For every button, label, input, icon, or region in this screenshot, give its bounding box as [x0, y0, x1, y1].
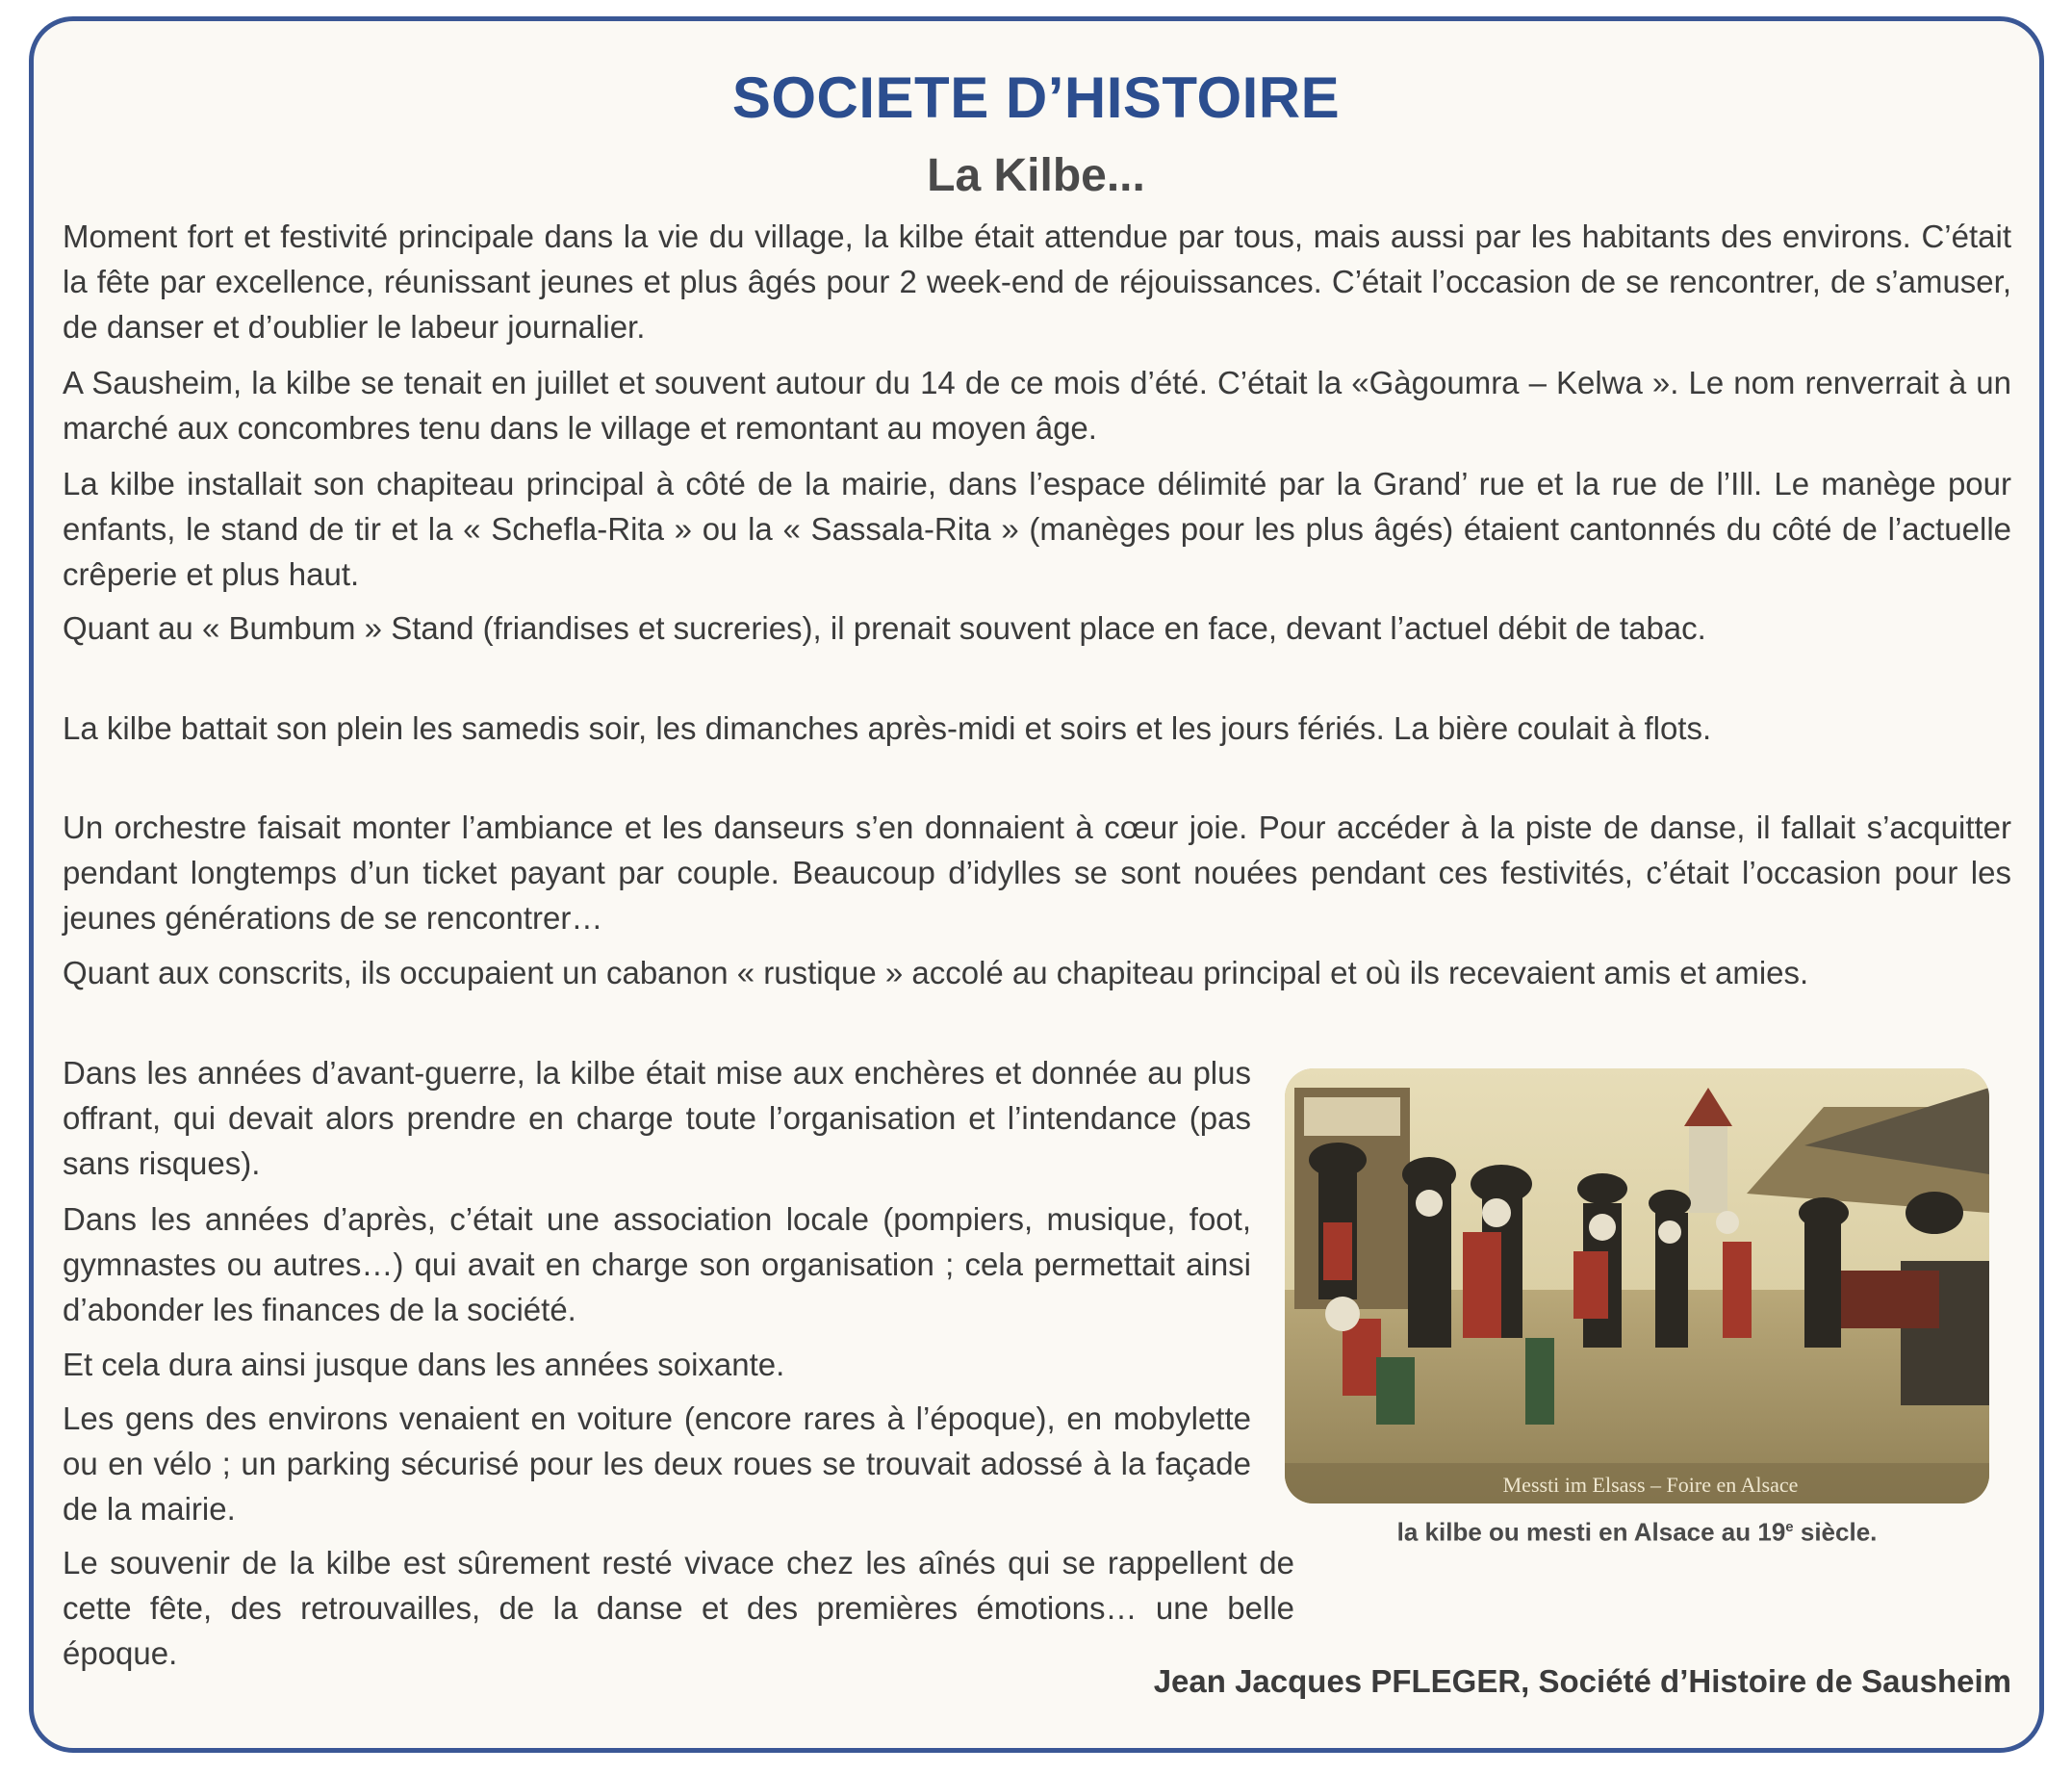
postcard-inscription: Messti im Elsass – Foire en Alsace	[1502, 1473, 1799, 1497]
paragraph-avant-guerre: Dans les années d’avant-guerre, la kilbe était mise aux enchères et donnée au plus offrant, qui devait alors prendre en charge toute l’organisation et l’intendance (pas sans risques).	[63, 1055, 1251, 1181]
paragraph-environs: Les gens des environs venaient en voiture (encore rares à l’époque), en mobylette ou en vélo ; un parking sécurisé pour les deux roues se trouvait adossé à la façade de la mairie.	[63, 1400, 1251, 1527]
paragraph-orchestre: Un orchestre faisait monter l’ambiance et les danseurs s’en donnaient à cœur joie. Pour accéder à la piste de danse, il fallait s’acquitter pendant longtemps d’un ticket payant par couple. Beaucoup d’idylles se sont nouées pendant ces festivités, c’était l’occasion pour les jeunes générations de se rencontrer…	[63, 809, 2011, 936]
paragraph-souvenir: Le souvenir de la kilbe est sûrement resté vivace chez les aînés qui se rappellent de cette fête, des retrouvailles, de la danse et des premières émotions… une belle époque.	[63, 1545, 1294, 1671]
caption-text: la kilbe ou mesti en Alsace au 19	[1396, 1517, 1786, 1547]
paragraph-biere: La kilbe battait son plein les samedis soir, les dimanches après-midi et soirs et les jours fériés. La bière coulait à flots.	[63, 710, 1712, 746]
caption-superscript: e	[1785, 1519, 1794, 1535]
page-title: SOCIETE D’HISTOIRE	[731, 65, 1341, 130]
paragraph-conscrits: Quant aux conscrits, ils occupaient un cabanon « rustique » accolé au chapiteau principal et où ils recevaient amis et amies.	[63, 955, 1809, 990]
paragraph-bumbum: Quant au « Bumbum » Stand (friandises et sucreries), il prenait souvent place en face, devant l’actuel débit de tabac.	[63, 610, 1706, 646]
paragraph-sausheim: A Sausheim, la kilbe se tenait en juillet et souvent autour du 14 de ce mois d’été. C’était la «Gàgoumra – Kelwa ». Le nom renverrait à un marché aux concombres tenu dans le village et remontant au moyen âge.	[63, 365, 2011, 446]
caption-text-end: siècle.	[1793, 1517, 1878, 1547]
author-signature: Jean Jacques PFLEGER, Société d’Histoire de Sausheim	[1153, 1663, 2011, 1699]
paragraph-apres: Dans les années d’après, c’était une association locale (pompiers, musique, foot, gymnastes ou autres…) qui avait en charge son organisation ; cela permettait ainsi d’abonder les finances de la société.	[63, 1201, 1251, 1327]
paragraph-soixante: Et cela dura ainsi jusque dans les années soixante.	[63, 1347, 785, 1382]
article-subtitle: La Kilbe...	[927, 150, 1145, 201]
paragraph-chapiteau: La kilbe installait son chapiteau principal à côté de la mairie, dans l’espace délimité par la Grand’ rue et la rue de l’Ill. Le manège pour enfants, le stand de tir et la « Schefla-Rita » ou la « Sassala-Rita » (manèges pour les plus âgés) étaient cantonnés du côté de l’actuelle crêperie et plus haut.	[63, 466, 2011, 592]
image-caption	[1285, 1511, 1989, 1549]
paragraph-intro: Moment fort et festivité principale dans la vie du village, la kilbe était attendue par tous, mais aussi par les habitants des environs. C’était la fête par excellence, réunissant jeunes et plus âgés pour 2 week-end de réjouissances. C’était l’occasion de se rencontrer, de s’amuser, de danser et d’oublier le labeur journalier.	[63, 218, 2011, 345]
postcard-image	[1285, 1068, 1989, 1503]
